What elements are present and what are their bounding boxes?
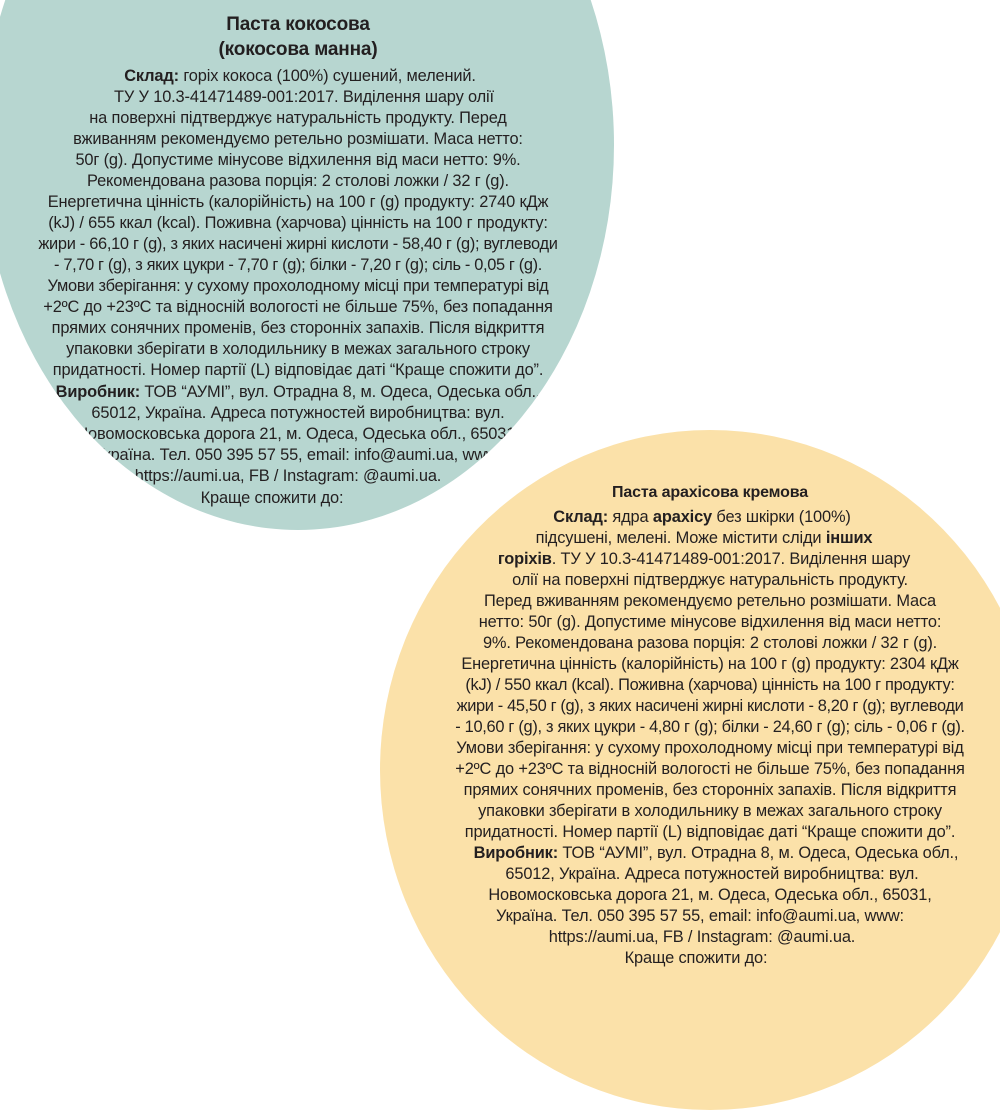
peanut-text-line: нетто: 50г (g). Допустиме мінусове відхилення від маси нетто:	[478, 613, 942, 631]
coconut-paste-label	[0, 0, 614, 530]
coconut-text-line: https://aumi.ua, FB / Instagram: @aumi.ua.	[134, 467, 442, 485]
peanut-text-line: прямих сонячних променів, без сторонніх запахів. Після відкриття	[463, 781, 957, 799]
peanut-text-line: жири - 45,50 г (g), з яких насичені жирні кислоти - 8,20 г (g); вуглеводи	[456, 697, 964, 715]
coconut-text-line: Рекомендована разова порція: 2 столові ложки / 32 г (g).	[87, 172, 509, 190]
coconut-text-line: Виробник: ТОВ “АУМІ”, вул. Отрадна 8, м. Одеса, Одеська обл.,	[55, 383, 541, 401]
coconut-text-line: вживанням рекомендуємо ретельно розмішати. Маса нетто:	[73, 130, 523, 148]
peanut-paste-label	[380, 430, 1000, 1110]
peanut-text-line: https://aumi.ua, FB / Instagram: @aumi.ua.	[548, 928, 856, 946]
coconut-text-line: Новомосковська дорога 21, м. Одеса, Одеська обл., 65031,	[76, 425, 520, 443]
coconut-text-line: Краще спожити до:	[200, 489, 344, 507]
peanut-text-line: Склад: ядра арахісу без шкірки (100%)	[553, 508, 851, 526]
coconut-text-line: Україна. Тел. 050 395 57 55, email: info@aumi.ua, www:	[94, 446, 502, 464]
coconut-text-line: ТУ У 10.3-41471489-001:2017. Виділення шару олії	[114, 88, 494, 106]
peanut-text-line: Енергетична цінність (калорійність) на 100 г (g) продукту: 2304 кДж	[461, 655, 959, 673]
coconut-text-line: на поверхні підтверджує натуральність продукту. Перед	[89, 109, 507, 127]
peanut-text-line: Україна. Тел. 050 395 57 55, email: info@aumi.ua, www:	[496, 907, 904, 925]
coconut-text-line: придатності. Номер партії (L) відповідає даті “Краще спожити до”.	[52, 361, 544, 379]
peanut-text-line: Новомосковська дорога 21, м. Одеса, Одеська обл., 65031,	[488, 886, 932, 904]
peanut-text-line: підсушені, мелені. Може містити сліди інших	[535, 529, 873, 547]
coconut-text-line: (kJ) / 655 ккал (kcal). Поживна (харчова) цінність на 100 г продукту:	[48, 214, 548, 232]
peanut-text-line: Краще спожити до:	[624, 949, 768, 967]
peanut-text-line: олії на поверхні підтверджує натуральність продукту.	[512, 571, 908, 589]
peanut-text-line: 9%. Рекомендована разова порція: 2 столові ложки / 32 г (g).	[482, 634, 938, 652]
coconut-title: Паста кокосова	[226, 14, 370, 35]
peanut-text-line: Умови зберігання: у сухому прохолодному місці при температурі від	[456, 739, 964, 757]
coconut-text-line: прямих сонячних променів, без сторонніх запахів. Після відкриття	[51, 319, 545, 337]
peanut-text-line: +2ºС до +23ºС та відносній вологості не більше 75%, без попадання	[455, 760, 965, 778]
coconut-text-line: +2ºС до +23ºС та відносній вологості не більше 75%, без попадання	[43, 298, 553, 316]
peanut-text-line: придатності. Номер партії (L) відповідає даті “Краще спожити до”.	[464, 823, 956, 841]
coconut-text-line: жири - 66,10 г (g), з яких насичені жирні кислоти - 58,40 г (g); вуглеводи	[38, 235, 558, 253]
coconut-text-line: Склад: горіх кокоса (100%) сушений, мелений.	[124, 67, 476, 85]
peanut-title: Паста арахісова кремова	[612, 484, 808, 501]
coconut-text-line: Умови зберігання: у сухому прохолодному місці при температурі від	[47, 277, 549, 295]
coconut-text-line: упаковки зберігати в холодильнику в межах загального строку	[66, 340, 530, 358]
coconut-text-line: Енергетична цінність (калорійність) на 100 г (g) продукту: 2740 кДж	[47, 193, 549, 211]
peanut-text-line: Перед вживанням рекомендуємо ретельно розмішати. Маса	[483, 592, 937, 610]
peanut-text-line: 65012, Україна. Адреса потужностей виробництва: вул.	[505, 865, 919, 883]
coconut-subtitle: (кокосова манна)	[218, 39, 378, 60]
peanut-text-line: - 10,60 г (g), з яких цукри - 4,80 г (g); білки - 24,60 г (g); сіль - 0,06 г (g).	[455, 718, 965, 736]
peanut-text-line: (kJ) / 550 ккал (kcal). Поживна (харчова) цінність на 100 г продукту:	[465, 676, 955, 694]
peanut-text-line: упаковки зберігати в холодильнику в межах загального строку	[478, 802, 942, 820]
peanut-text-line: Виробник: ТОВ “АУМІ”, вул. Отрадна 8, м. Одеса, Одеська обл.,	[473, 844, 959, 862]
coconut-text-line: 65012, Україна. Адреса потужностей виробництва: вул.	[91, 404, 505, 422]
coconut-text-line: 50г (g). Допустиме мінусове відхилення від маси нетто: 9%.	[75, 151, 521, 169]
peanut-text-line: горіхів. ТУ У 10.3-41471489-001:2017. Виділення шару	[497, 550, 911, 568]
coconut-text-line: - 7,70 г (g), з яких цукри - 7,70 г (g); білки - 7,20 г (g); сіль - 0,05 г (g).	[54, 256, 542, 274]
